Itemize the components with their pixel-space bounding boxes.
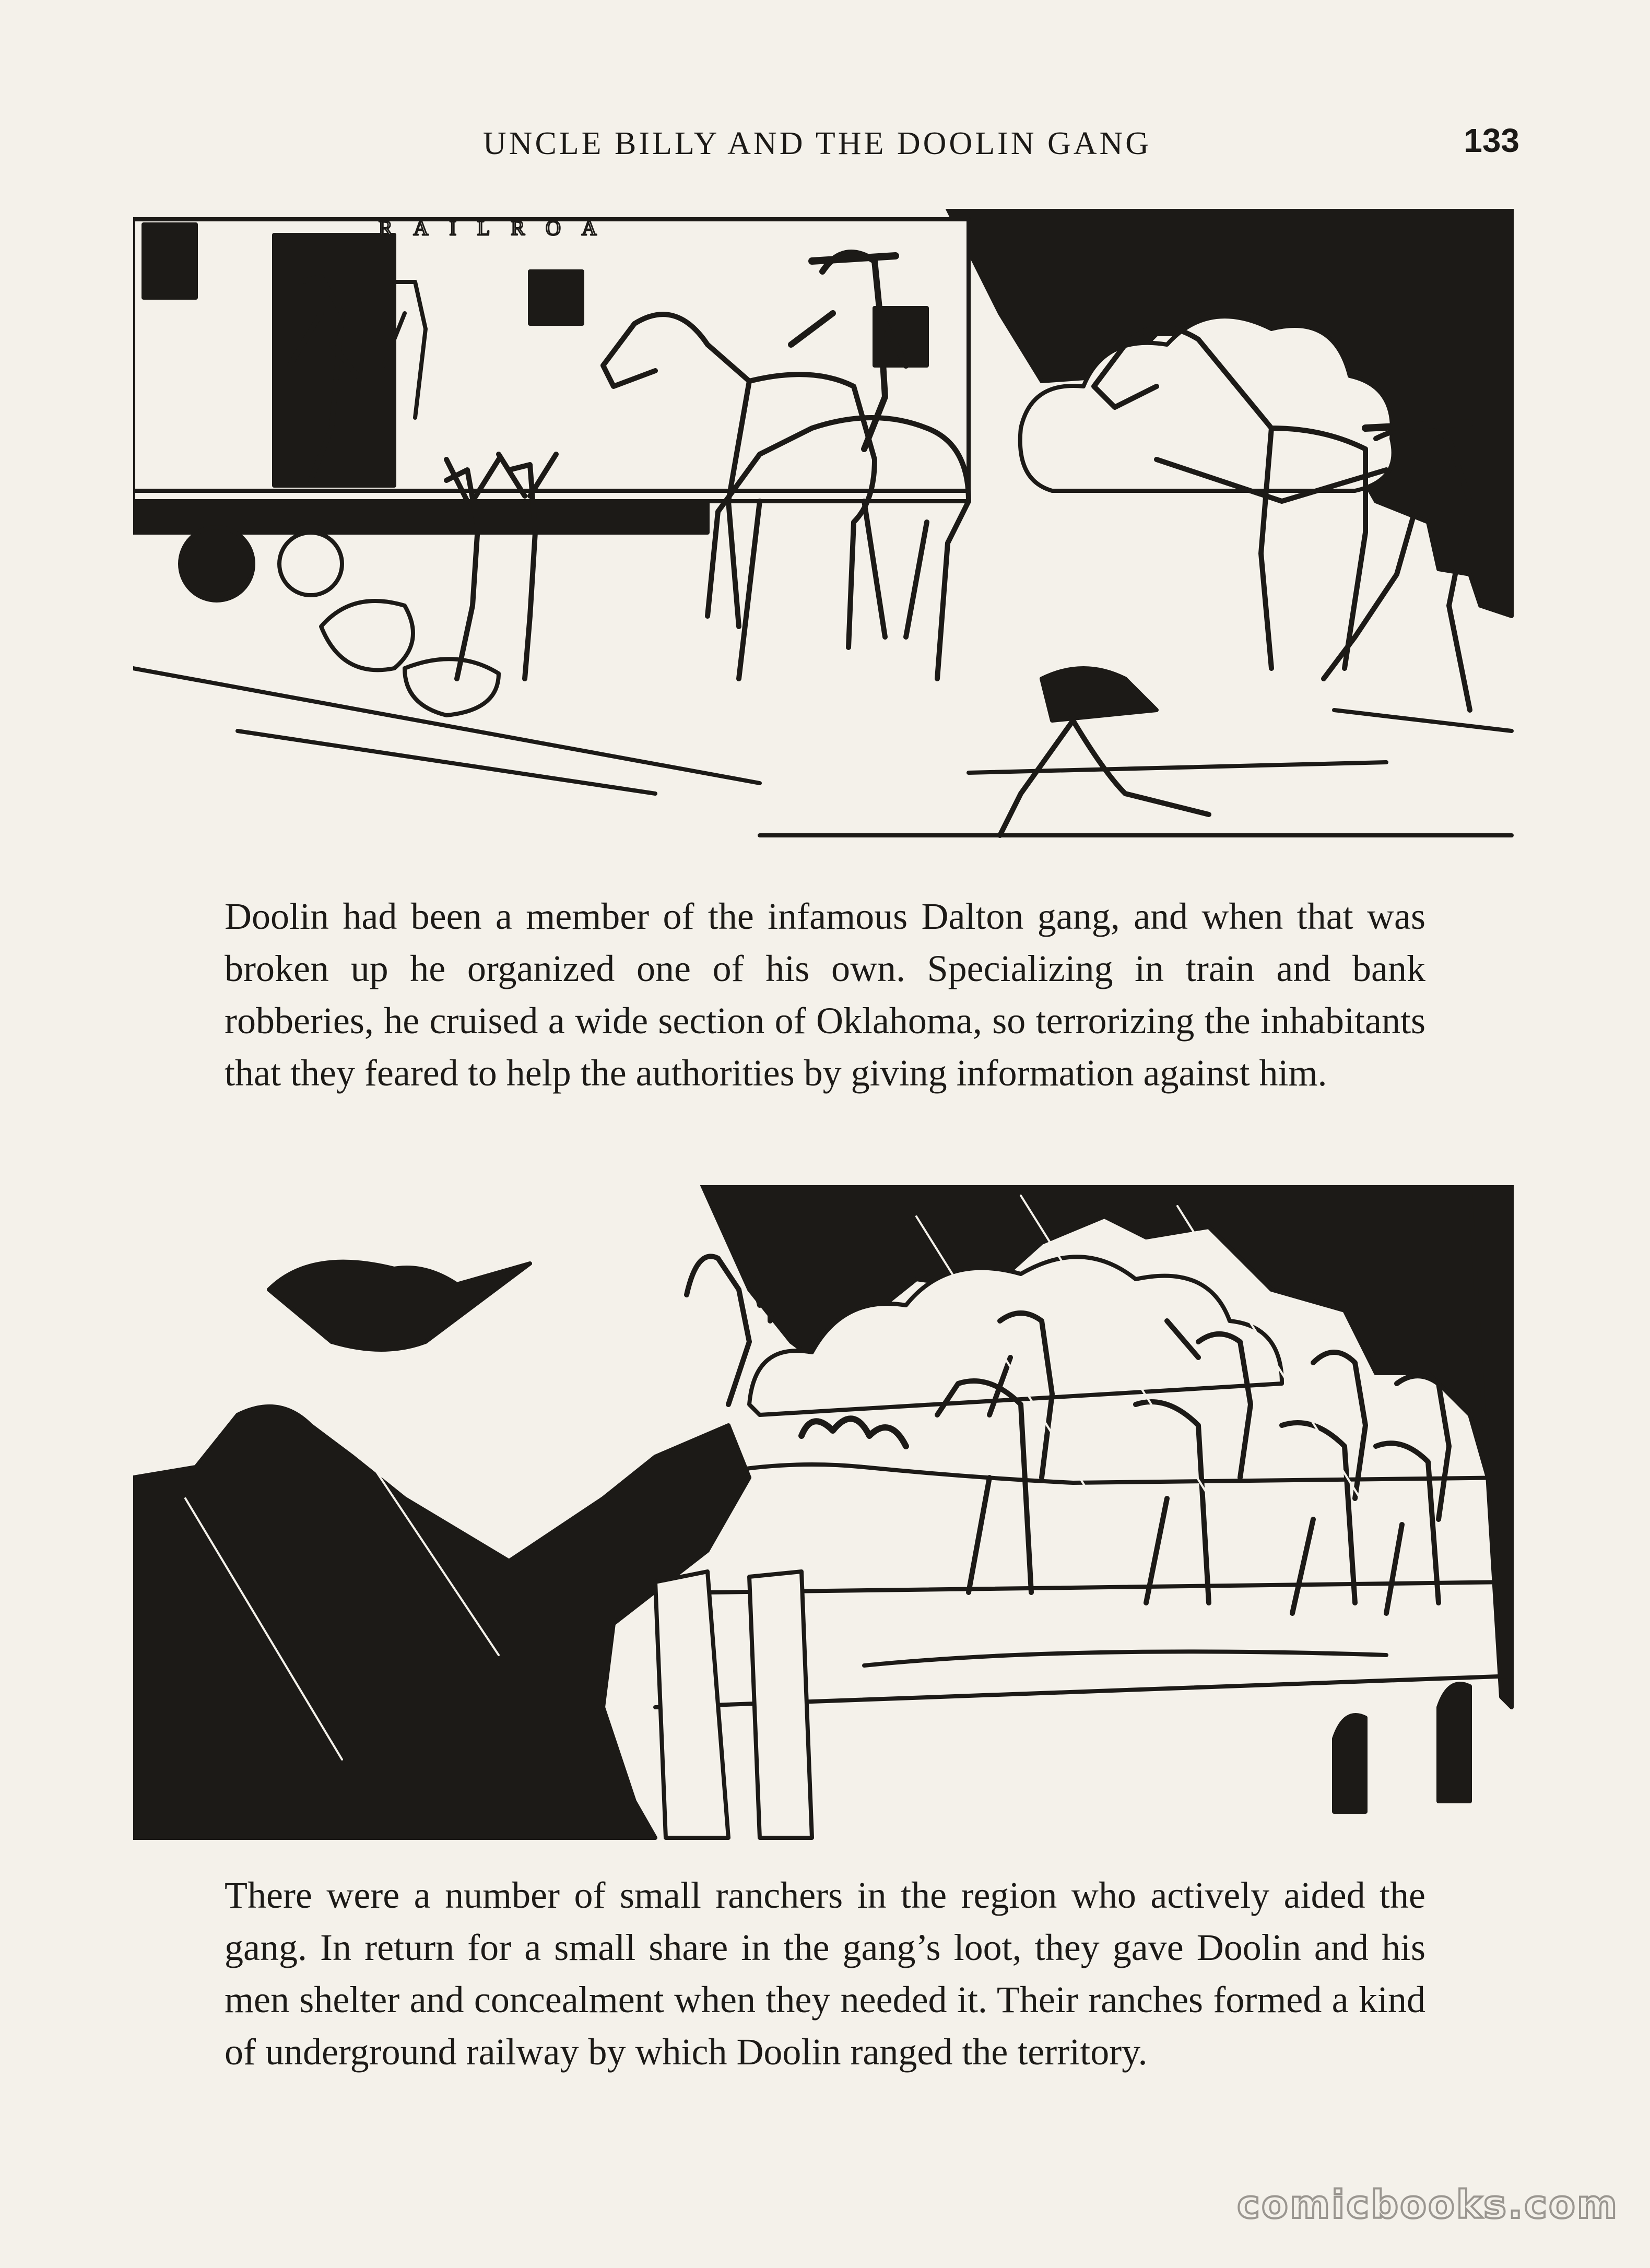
caption-top: Doolin had been a member of the infamous Dalton gang, and when that was broken up he organized one of his own. Specializing in train and bank robberies, he cruised a wide section of Oklahoma, so terrorizing the inhabitants that they feared to help the authorities by giving information against him. <box>225 895 1425 1094</box>
caption-bottom: There were a number of small ranchers in the region who actively aided the gang. In return for a small share in the gang’s loot, they gave Doolin and his men shelter and concealment when they needed it. Their ranches formed a kind of underground railway by which Doolin ranged the territory. <box>225 1874 1425 2073</box>
page-number: 133 <box>1464 122 1519 159</box>
railroad-sign: RAILROA <box>379 216 618 240</box>
running-head: UNCLE BILLY AND THE DOOLIN GANG <box>482 126 1152 161</box>
ranchers-waving-illustration <box>133 1185 1522 1848</box>
watermark: comicbooks.com <box>1237 2182 1619 2227</box>
train-robbery-illustration <box>133 209 1522 872</box>
